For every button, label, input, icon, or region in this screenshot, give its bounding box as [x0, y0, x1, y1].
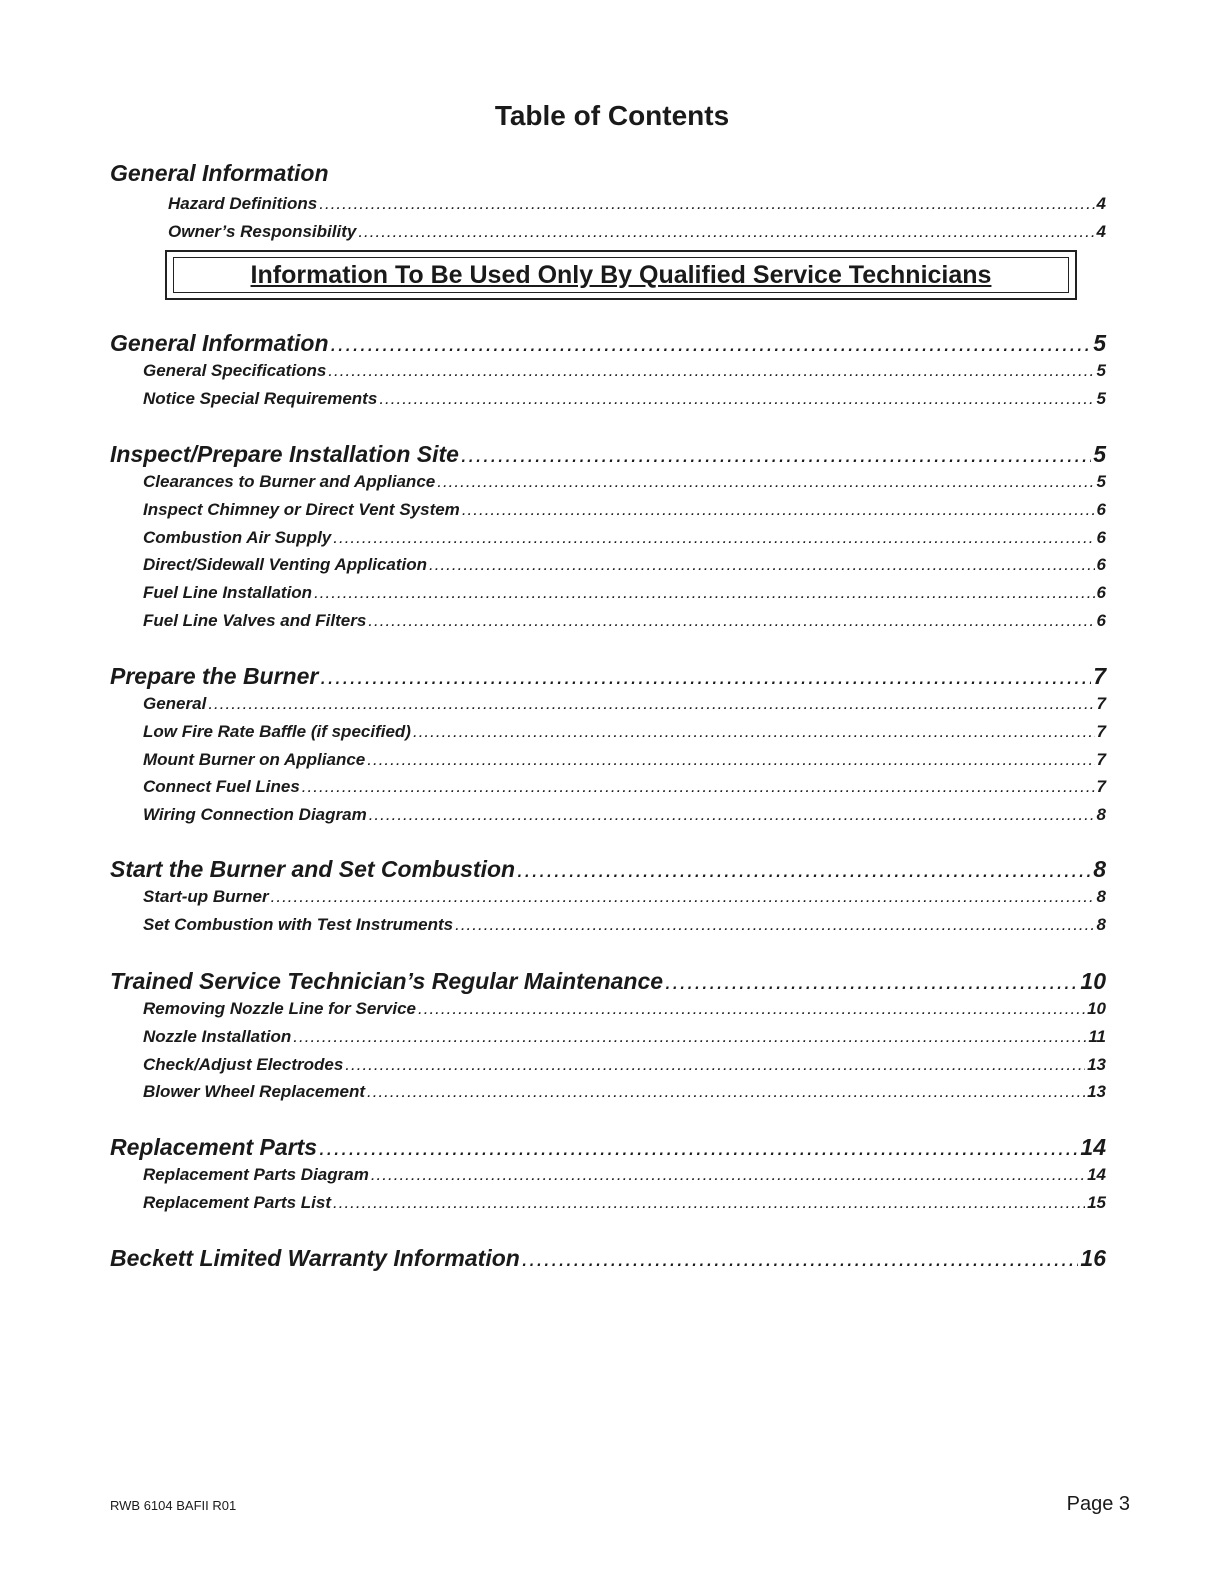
toc-item-page: 11	[1088, 1026, 1106, 1046]
toc-item[interactable]	[143, 750, 1106, 770]
toc-section-page: 14	[1080, 1134, 1106, 1160]
toc-item[interactable]	[143, 1193, 1106, 1213]
toc-item-page: 6	[1096, 499, 1106, 519]
toc-item-page: 7	[1096, 777, 1106, 797]
dot-leader	[371, 1165, 1085, 1185]
toc-item-label: Wiring Connection Diagram	[143, 805, 367, 825]
toc-section[interactable]	[110, 663, 1106, 690]
dot-leader	[369, 805, 1095, 825]
toc-item-label: Blower Wheel Replacement	[143, 1082, 366, 1102]
toc-item-label: Hazard Definitions	[168, 194, 318, 213]
toc-section-page: 10	[1080, 968, 1106, 994]
dot-leader	[331, 330, 1092, 357]
toc-item-page: 7	[1096, 694, 1106, 713]
toc-section[interactable]	[110, 968, 1106, 995]
dot-leader	[293, 1027, 1086, 1047]
toc-section-label: Inspect/Prepare Installation Site	[110, 441, 459, 467]
toc-section[interactable]	[110, 856, 1106, 883]
dot-leader	[379, 389, 1094, 409]
toc-item[interactable]	[143, 361, 1106, 381]
toc-section-label: Prepare the Burner	[110, 663, 319, 689]
toc-section[interactable]	[110, 1245, 1106, 1272]
toc-item-page: 4	[1096, 222, 1106, 241]
toc-item-page: 7	[1096, 721, 1106, 741]
dot-leader	[367, 1082, 1085, 1102]
toc-section-page: 8	[1093, 856, 1106, 882]
page-number: Page 3	[1066, 1493, 1130, 1515]
toc-item[interactable]	[143, 1165, 1106, 1185]
dot-leader	[437, 472, 1094, 492]
toc-item-label: Inspect Chimney or Direct Vent System	[143, 499, 460, 519]
dot-leader	[302, 777, 1095, 797]
section-heading-general-information-intro: General Information	[110, 160, 329, 186]
toc-section-page: 5	[1093, 441, 1106, 467]
banner-text: Information To Be Used Only By Qualified Service Technicians	[250, 260, 992, 289]
toc-section-page: 5	[1093, 330, 1106, 356]
page-title: Table of Contents	[494, 100, 730, 131]
toc-section-label: Trained Service Technician’s Regular Maintenance	[110, 968, 664, 994]
toc-item[interactable]	[143, 1082, 1106, 1102]
toc-item-label: Connect Fuel Lines	[143, 777, 300, 797]
dot-leader	[517, 856, 1091, 883]
toc-item-label: Notice Special Requirements	[143, 388, 378, 408]
toc-item-page: 5	[1096, 388, 1106, 408]
toc-item-page: 13	[1087, 1082, 1106, 1102]
toc-item[interactable]	[143, 722, 1106, 742]
qualified-technicians-banner	[165, 250, 1077, 300]
toc-item-label: Nozzle Installation	[143, 1026, 292, 1046]
toc-item[interactable]	[143, 999, 1106, 1019]
dot-leader	[333, 528, 1094, 548]
toc-section[interactable]	[110, 441, 1106, 468]
dot-leader	[208, 694, 1094, 714]
dot-leader	[345, 1055, 1085, 1075]
toc-item-page: 8	[1096, 914, 1106, 934]
toc-item-label: Fuel Line Valves and Filters	[143, 611, 367, 630]
toc-item[interactable]	[143, 555, 1106, 575]
dot-leader	[429, 555, 1095, 575]
toc-item-page: 7	[1096, 749, 1106, 769]
toc-item-page: 5	[1096, 472, 1106, 491]
toc-item-page: 4	[1096, 194, 1106, 213]
dot-leader	[522, 1245, 1079, 1272]
toc-item-page: 15	[1087, 1192, 1106, 1212]
toc-section[interactable]	[110, 1134, 1106, 1161]
toc-item-page: 8	[1096, 805, 1106, 825]
dot-leader	[271, 887, 1095, 907]
toc-section-label: General Information	[110, 330, 329, 356]
dot-leader	[333, 1193, 1085, 1213]
toc-item-page: 8	[1096, 887, 1106, 906]
toc-item[interactable]	[143, 887, 1106, 907]
dot-leader	[418, 999, 1085, 1019]
toc-item-page: 13	[1087, 1054, 1106, 1074]
toc-section-label: Replacement Parts	[110, 1134, 318, 1160]
toc-item-label: Direct/Sidewall Venting Application	[143, 555, 428, 575]
toc-item[interactable]	[143, 777, 1106, 797]
toc-item-label: General	[143, 694, 207, 713]
toc-item-page: 5	[1096, 361, 1106, 380]
toc-item-label: Start-up Burner	[143, 887, 269, 906]
dot-leader	[328, 361, 1094, 381]
toc-section-label: Beckett Limited Warranty Information	[110, 1245, 520, 1271]
dot-leader	[461, 441, 1091, 468]
toc-item-label: Set Combustion with Test Instruments	[143, 914, 454, 934]
toc-item-label: Check/Adjust Electrodes	[143, 1054, 344, 1074]
toc-item-page: 6	[1096, 555, 1106, 575]
dot-leader	[367, 750, 1094, 770]
banner-inner-frame	[173, 257, 1069, 293]
dot-leader	[358, 222, 1094, 242]
toc-item-label: Mount Burner on Appliance	[143, 749, 366, 769]
toc-item-label: Low Fire Rate Baffle (if specified)	[143, 721, 411, 741]
toc-item[interactable]	[143, 694, 1106, 714]
toc-item-label: Clearances to Burner and Appliance	[143, 472, 436, 491]
dot-leader	[368, 611, 1094, 631]
toc-item-label: General Specifications	[143, 361, 327, 380]
toc-section-page: 7	[1093, 663, 1106, 689]
toc-item-label: Fuel Line Installation	[143, 583, 313, 603]
dot-leader	[319, 1134, 1078, 1161]
toc-item[interactable]	[143, 1027, 1106, 1047]
toc-item[interactable]	[143, 915, 1106, 935]
toc-item-page: 14	[1087, 1165, 1106, 1184]
dot-leader	[319, 194, 1094, 214]
dot-leader	[665, 968, 1078, 995]
toc-item[interactable]	[143, 583, 1106, 603]
toc-item[interactable]	[143, 500, 1106, 520]
toc-item-label: Combustion Air Supply	[143, 527, 332, 547]
toc-item[interactable]	[143, 1055, 1106, 1075]
dot-leader	[413, 722, 1095, 742]
toc-item[interactable]	[168, 222, 1106, 242]
toc-item-label: Replacement Parts Diagram	[143, 1165, 369, 1184]
dot-leader	[462, 500, 1095, 520]
toc-item[interactable]	[143, 805, 1106, 825]
document-id: RWB 6104 BAFII R01	[110, 1498, 237, 1513]
toc-item-page: 6	[1096, 611, 1106, 630]
toc-item-label: Owner’s Responsibility	[168, 222, 357, 241]
dot-leader	[320, 663, 1091, 690]
dot-leader	[455, 915, 1094, 935]
toc-item-page: 6	[1096, 527, 1106, 547]
toc-section-label: Start the Burner and Set Combustion	[110, 856, 516, 882]
toc-item[interactable]	[168, 194, 1106, 214]
dot-leader	[314, 583, 1094, 603]
toc-item-page: 6	[1096, 583, 1106, 603]
toc-item-page: 10	[1087, 999, 1106, 1018]
toc-item[interactable]	[143, 611, 1106, 631]
toc-item-label: Replacement Parts List	[143, 1192, 332, 1212]
toc-item[interactable]	[143, 528, 1106, 548]
toc-section[interactable]	[110, 330, 1106, 357]
toc-item-label: Removing Nozzle Line for Service	[143, 999, 417, 1018]
toc-item[interactable]	[143, 389, 1106, 409]
toc-section-page: 16	[1080, 1245, 1106, 1271]
toc-item[interactable]	[143, 472, 1106, 492]
